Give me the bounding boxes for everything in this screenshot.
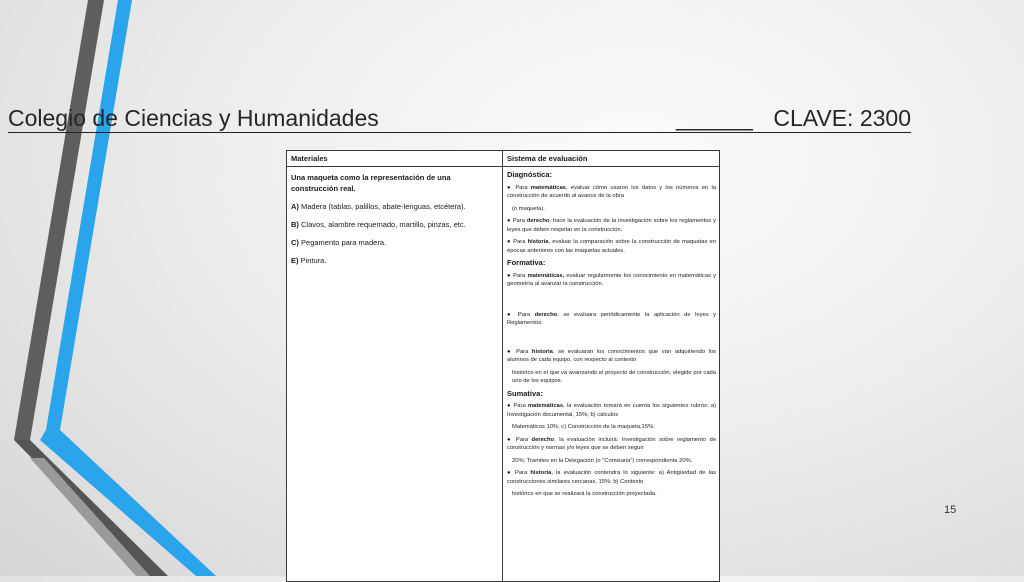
sum-item-derecho: ● Para derecho, la evaluación incluirá: Investigación sobre reglamento de construcción y normas y/o leyes que se deben seguir <box>507 436 716 451</box>
materiales-cell <box>287 167 503 582</box>
table-header-row <box>287 151 720 167</box>
sumativa-heading: Sumativa: <box>507 388 543 398</box>
header-sistema-evaluacion: Sistema de evaluación <box>503 151 720 167</box>
table-row <box>287 167 720 582</box>
diag-item-matematicas: ● Para matemáticas, evaluar cómo usaron los datos y los números en la construcción de acuerdo al avance de la obra <box>507 184 716 199</box>
materiales-intro: Una maqueta como la representación de una construcción real. <box>291 173 451 193</box>
sum-item-derecho-cont: 20%; Tramites en la Delegación (o "Comisaria") correspondiente 20%. <box>512 457 693 464</box>
evaluacion-cell <box>503 167 720 582</box>
sum-item-matematicas: ● Para matemáticas, la evaluación tomará en cuenta los siguientes rubros: a) Investigación documental, 15%; b) cálculos <box>507 403 716 418</box>
diag-item-matematicas-cont: (o maqueta). <box>512 205 545 212</box>
formativa-heading: Formativa: <box>507 258 546 267</box>
material-item-e: E) Pintura. <box>291 256 327 265</box>
title-clave: CLAVE: 2300 <box>773 105 911 131</box>
slide-number: 15 <box>944 504 957 516</box>
slide-title <box>8 104 911 133</box>
diag-item-derecho: ● Para derecho, hace la evaluación de la investigación sobre los reglamentos y leyes que deben respetar en la construcción. <box>507 218 716 233</box>
material-item-a: A) Madera (tablas, palillos, abate-lenguas, etcétera). <box>291 202 466 211</box>
decorative-stripes <box>0 0 260 576</box>
material-item-c: C) Pegamento para madera. <box>291 238 387 247</box>
form-item-derecho: ● Para derecho, se evaluara periódicamente la aplicación de leyes y Reglamentos. <box>507 311 716 326</box>
material-item-b: B) Clavos, alambre requemado, martillo, pinzas, etc. <box>291 220 466 229</box>
sum-item-matematicas-cont: Matemáticos 10%; c) Construcción de la maqueta,15%. <box>512 424 655 430</box>
diag-item-historia: ● Para historia, evaluar la comparación sobre la construcción de maquetas en épocas anteriores con las maquetas actuales. <box>507 239 716 254</box>
sum-item-historia: ● Para historia, la evaluación contendrá lo siguiente: a) Antigüedad de las construcciones similares cercanas, 15%; b) Contexto <box>507 470 716 485</box>
diagnostica-heading: Diagnóstica: <box>507 170 553 179</box>
form-item-matematicas: ● Para matemáticas, evaluar regularmente los conocimiento en matemáticas y geometría al avanzar la construcción. <box>507 272 717 287</box>
title-school: Colegio de Ciencias y Humanidades <box>8 105 379 131</box>
form-item-historia: ● Para historia. se evaluaran los conocimientos que van adquiriendo los alumnos de cada equipo, con respecto al contexto <box>507 348 716 363</box>
form-item-historia-cont: histórico en el que va avanzando el proyecto de construcción, elegido por cada uno de los equipos. <box>512 369 716 384</box>
header-materiales: Materiales <box>287 151 503 167</box>
evaluation-table <box>286 150 720 582</box>
title-blank: ______ <box>676 105 753 131</box>
sum-item-historia-cont: histórico en que se realizará la construcción proyectada. <box>512 491 657 497</box>
